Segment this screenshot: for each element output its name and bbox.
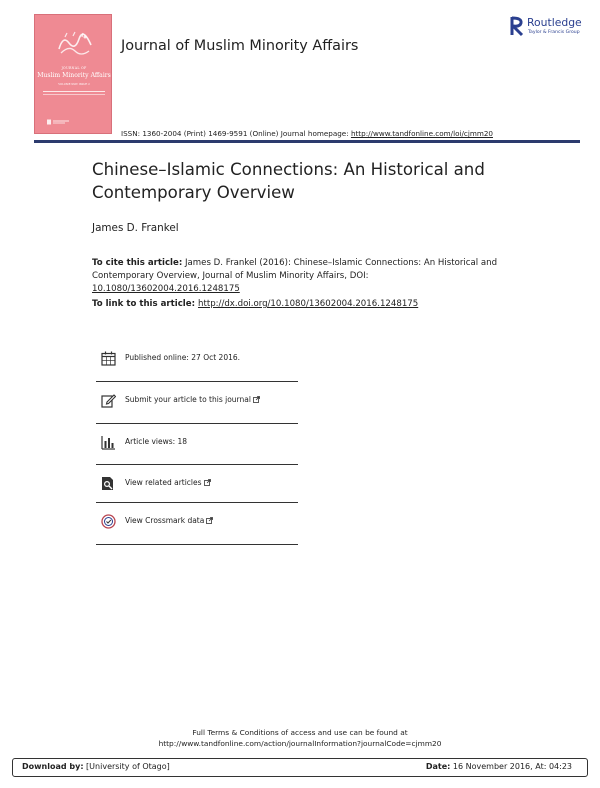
submit-article-row[interactable] — [96, 385, 298, 423]
date-value: 16 November 2016, At: 04:23 — [450, 762, 572, 771]
calligraphy-logo-icon — [55, 29, 95, 59]
published-online-row — [96, 343, 298, 381]
search-document-icon — [101, 476, 116, 491]
journal-homepage-link[interactable]: http://www.tandfonline.com/loi/cjmm20 — [350, 129, 493, 138]
journal-title: Journal of Muslim Minority Affairs — [121, 38, 359, 54]
crossmark-row[interactable] — [96, 506, 298, 544]
cover-divider — [43, 94, 105, 95]
external-link-icon — [206, 517, 213, 524]
article-views-text: Article views: 18 — [125, 437, 188, 446]
cover-main-title: Muslim Minority Affairs — [37, 72, 111, 79]
row-divider — [96, 381, 298, 382]
row-divider — [96, 544, 298, 545]
calendar-icon — [101, 351, 116, 366]
row-divider — [96, 423, 298, 424]
cite-text: James D. Frankel (2016): Chinese–Islamic Connections: An Historical and Contemporary Overview, Journal of Muslim Minority Affairs, DOI: — [92, 258, 498, 281]
external-link-icon — [204, 479, 211, 486]
cover-volume: VOLUME XXIV ISSUE 2 — [58, 83, 90, 86]
article-url-link[interactable]: http://dx.doi.org/10.1080/13602004.2016.1248175 — [198, 299, 419, 309]
terms-line: Full Terms & Conditions of access and use can be found at — [192, 728, 408, 737]
article-views-row — [96, 427, 298, 465]
crossmark-label: View Crossmark data — [125, 516, 205, 525]
related-articles-row[interactable] — [96, 468, 298, 506]
date-label: Date: — [425, 762, 451, 771]
article-link-block — [92, 298, 512, 311]
header-divider — [34, 140, 580, 143]
download-date — [426, 762, 572, 771]
link-label: To link to this article: — [92, 299, 199, 309]
submit-article-label: Submit your article to this journal — [125, 395, 251, 404]
issn-text: ISSN: 1360-2004 (Print) 1469-9591 (Online) Journal homepage: — [121, 129, 351, 138]
submit-article-link[interactable] — [125, 395, 260, 404]
cover-small-title: JOURNAL OF — [61, 66, 87, 70]
related-articles-link[interactable] — [125, 478, 211, 487]
journal-cover — [34, 14, 112, 134]
related-articles-label: View related articles — [125, 478, 202, 487]
doi-link[interactable]: 10.1080/13602004.2016.1248175 — [92, 284, 240, 294]
publisher-logo-icon — [47, 119, 69, 125]
download-info — [22, 762, 170, 771]
crossmark-link[interactable] — [125, 516, 213, 525]
edit-icon — [101, 393, 116, 408]
issn-line — [121, 129, 493, 138]
downloaded-by-value: [University of Otago] — [83, 762, 170, 771]
published-online-text: Published online: 27 Oct 2016. — [125, 353, 241, 362]
row-divider — [96, 464, 298, 465]
external-link-icon — [253, 396, 260, 403]
terms-notice — [0, 727, 600, 749]
downloaded-by-label: Download by: — [22, 762, 84, 771]
routledge-logo-icon — [509, 15, 525, 37]
cite-label: To cite this article: — [92, 258, 183, 268]
author-name: James D. Frankel — [92, 222, 179, 234]
citation-block — [92, 257, 512, 296]
publisher-name: Routledge — [527, 16, 582, 29]
bar-chart-icon — [101, 435, 116, 450]
terms-url[interactable]: http://www.tandfonline.com/action/journalInformation?journalCode=cjmm20 — [158, 739, 442, 748]
article-title: Chinese–Islamic Connections: An Historical and Contemporary Overview — [92, 160, 485, 202]
crossmark-icon — [101, 514, 116, 529]
row-divider — [96, 502, 298, 503]
cover-divider — [43, 91, 105, 92]
publisher-tagline: Taylor & Francis Group — [528, 30, 580, 35]
